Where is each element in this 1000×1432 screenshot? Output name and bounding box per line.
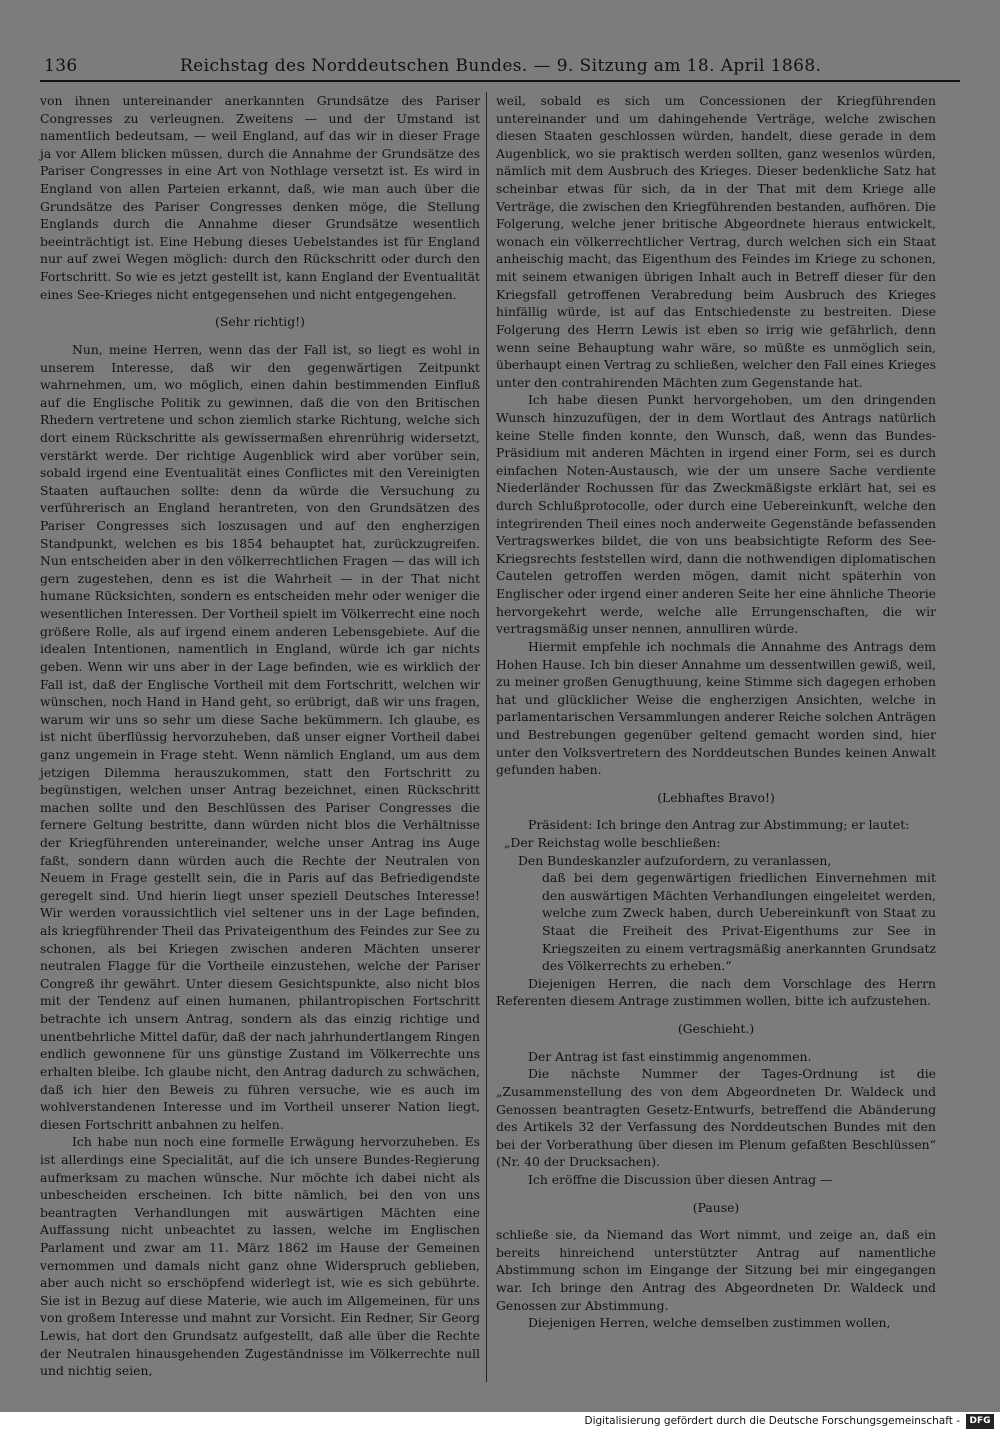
paragraph: „Der Reichstag wolle beschließen: xyxy=(504,834,721,850)
left-column xyxy=(40,92,480,1380)
paragraph: Ich habe nun noch eine formelle Erwägung hervorzuheben. Es ist allerdings eine Specialität, auf die ich unsere Bundes-Regierung aufmerksam zu machen wünsche. Nur möchte ich dabei nicht als unbescheiden erscheinen. Ich bitte nämlich, bei den von uns beantragten Verhandlungen mit auswärtigen Mächten eine Auffassung nicht unbeachtet zu lassen, welche im Englischen Parlament und zwar am 11. März 1862 im Hause der Gemeinen vernommen und damals nicht ganz ohne Widerspruch geblieben, aber auch nicht so erschöpfend widerlegt ist, wie es sich gebührte. Sie ist in Bezug auf diese Materie, wie auch im Allgemeinen, für uns von großem Interesse und mahnt zur Vorsicht. Ein Redner, Sir Georg Lewis, hat dort den Grundsatz aufgestellt, daß alle über die Rechte der Neutralen hinausgehenden Zugeständnisse im Völkerrechte null und nichtig seien, xyxy=(40,1134,480,1379)
paragraph: Diejenigen Herren, die nach dem Vorschlage des Herrn Referenten diesem Antrage zustimmen wollen, bitte ich aufzustehen. xyxy=(496,975,936,1009)
paragraph: Den Bundeskanzler aufzufordern, zu veranlassen, xyxy=(518,852,832,868)
paragraph: Diejenigen Herren, welche demselben zustimmen wollen, xyxy=(528,1315,891,1331)
paragraph: Nun, meine Herren, wenn das der Fall ist, so liegt es wohl in unserem Interesse, daß wir den gegenwärtigen Zeitpunkt wahrnehmen, um, wo möglich, einen dahin bestimmenden Einfluß auf die Englische Politik zu gewinnen, daß die von den Britischen Rhedern vertretene und schon ziemlich starke Richtung, welche sich dort einem Rückschritte als gewissermaßen ehrenrührig widersetzt, verstärkt werde. Der richtige Augenblick wird aber vorüber sein, sobald irgend eine Eventualität eines Conflictes mit den Vereinigten Staaten auftauchen sollte: denn da würde die Versuchung zu verführerisch an England herantreten, von den Grundsätzen des Pariser Congresses sich loszusagen und auf den engherzigen Standpunkt, welchen es bis 1854 behauptet hat, zurückzugreifen. Nun entscheiden aber in den völkerrechtlichen Fragen — das will ich gern zugestehen, denn es ist die Wahrheit — in der That nicht humane Rücksichten, sondern es entscheiden mehr oder weniger die wesentlichen Interessen. Der Vortheil spielt im Völkerrecht eine noch größere Rolle, als auf irgend einem anderen Lebensgebiete. Auf die idealen Intentionen, namentlich in England, würde ich gar nichts geben. Wenn wir uns aber in der Lage befinden, wie es wirklich der Fall ist, daß der Englische Vortheil mit dem Fortschritt, welchen wir wünschen, noch Hand in Hand geht, so erübrigt, daß wir uns fragen, warum wir uns so sehr um diese Sache bekümmern. Ich glaube, es ist nicht überflüssig hervorzuheben, daß unser eigner Vortheil dabei ganz ungemein in Frage steht. Wenn nämlich England, um aus dem jetzigen Dilemma herauszukommen, statt den Fortschritt zu begünstigen, welchen unser Antrag bezeichnet, einen Rückschritt machen sollte und den Beschlüssen des Pariser Congresses die fernere Geltung bestritte, dann würden nicht blos die Verhältnisse der Kriegführenden untereinander, welche unser Antrag ins Auge faßt, sondern dann würden auch die Rechte der Neutralen von Neuem in Frage gestellt sein, die in Paris auf das Befriedigendste geregelt sind. Und hierin liegt unser speziell Deutsches Interesse! Wir werden voraussichtlich viel seltener uns in der Lage befinden, als kriegführender Theil das Privateigenthum des Feindes zur See zu schonen, als bei Kriegen zwischen anderen Mächten unserer neutralen Flagge für die Vortheile einzustehen, welche der Pariser Congreß ihr gewährt. Unter diesem Gesichtspunkte, also nicht blos mit der Tendenz auf einen humanen, philantropischen Fortschritt betrachte ich unsern Antrag, sondern als das einzig richtige und unentbehrliche Mittel dafür, daß der nach jahrhundertlangem Ringen endlich gewonnene für uns günstige Zustand im Völkerrechte uns erhalten bleibe. Ich glaube nicht, den Antrag dadurch zu schwächen, daß ich hier den Beweis zu führen versuche, wie es auch im wohlverstandenen Interesse und im Vortheil unserer Nation liegt, diesen Fortschritt anbahnen zu helfen. xyxy=(40,341,480,1132)
page-number: 136 xyxy=(44,56,78,76)
dfg-logo: DFG xyxy=(966,1414,994,1429)
running-title: Reichstag des Norddeutschen Bundes. — 9. Sitzung am 18. April 1868. xyxy=(180,56,822,76)
paragraph: von ihnen untereinander anerkannten Grundsätze des Pariser Congresses zu verleugnen. Zweitens — und der Umstand ist namentlich bedeutsam, — weil England, auf das wir in dieser Frage ja vor Allem blicken müssen, durch die Annahme der Grundsätze des Pariser Congresses in eine Art von Nothlage versetzt ist. Es wird in England von allen Parteien erkannt, daß, wie man auch über die Grundsätze des Pariser Congresses denken möge, die Stellung Englands durch die Annahme dieser Grundsätze wesentlich beeinträchtigt ist. Eine Hebung dieses Uebelstandes ist für England nur auf zwei Wegen möglich: durch den Rückschritt oder durch den Fortschritt. So wie es jetzt gestellt ist, kann England der Eventualität eines See-Krieges nicht entgegensehen und nicht entgegengehen. xyxy=(40,93,480,302)
footer-bar xyxy=(0,1412,1000,1432)
paragraph: (Lebhaftes Bravo!) xyxy=(657,789,775,805)
paragraph: (Sehr richtig!) xyxy=(215,314,305,330)
paragraph: Die nächste Nummer der Tages-Ordnung ist die „Zusammenstellung des von dem Abgeordneten Dr. Waldeck und Genossen beantragten Gesetz-Entwurfs, betreffend die Abänderung des Artikels 32 der Verfassung des Norddeutschen Bundes mit den bei der Vorberathung über diesen im Plenum gefaßten Beschlüssen“ (Nr. 40 der Drucksachen). xyxy=(496,1066,936,1170)
header-rule xyxy=(40,80,960,82)
paragraph: weil, sobald es sich um Concessionen der Kriegführenden untereinander und um dahingehende Verträge, welche zwischen diesen Staaten geschlossen würden, handelt, diese gerade in dem Augenblick, wo sie praktisch werden sollten, ganz wesenlos würden, nämlich mit dem Ausbruch des Krieges. Dieser bedenkliche Satz hat scheinbar etwas für sich, da in der That mit dem Kriege alle Verträge, die zwischen den Kriegführenden bestanden, aufhören. Die Folgerung, welche jener britische Abgeordnete hieraus entwickelt, wonach ein völkerrechtlicher Vertrag, durch welchen sich ein Staat anheischig macht, das Eigenthum des Feindes im Kriege zu schonen, mit seinem etwanigen übrigen Inhalt auch in Betreff dieser für den Kriegsfall getroffenen Verabredung beim Ausbruch des Krieges hinfällig würde, ist auf das Entschiedenste zu bestreiten. Diese Folgerung des Herrn Lewis ist eben so irrig wie gefährlich, denn wenn seine Behauptung wahr wäre, so müßte es unmöglich sein, überhaupt einen Vertrag zu schließen, welcher den Fall eines Krieges unter den contrahirenden Mächten zum Gegenstande hat. xyxy=(496,93,936,390)
paragraph: Ich habe diesen Punkt hervorgehoben, um den dringenden Wunsch hinzuzufügen, der in dem Wortlaut des Antrags natürlich keine Stelle finden konnte, den Wunsch, daß, wenn das Bundes-Präsidium mit anderen Mächten in irgend einer Form, sei es durch einfachen Noten-Austausch, wie der um unsere Sache verdiente Niederländer Rochussen für das Zweckmäßigste erklärt hat, sei es durch Schlußprotocolle, oder durch eine Uebereinkunft, welche den integrirenden Theil eines noch anderweite Gegenstände befassenden Vertragswerkes bildet, die von uns beabsichtigte Reform des See-Kriegsrechts feststellen wird, dann die nothwendigen diplomatischen Cautelen getroffen werden mögen, damit nicht späterhin von Englischer oder irgend einer anderen Seite her eine ähnliche Theorie hervorgekehrt werde, welche alle Errungenschaften, die wir vertragsmäßig unser nennen, annulliren würde. xyxy=(496,392,936,637)
funding-credit: Digitalisierung gefördert durch die Deutsche Forschungsgemeinschaft - xyxy=(584,1415,960,1427)
paragraph: Präsident: Ich bringe den Antrag zur Abstimmung; er lautet: xyxy=(528,817,910,833)
paragraph: (Pause) xyxy=(692,1199,740,1215)
paragraph: (Geschieht.) xyxy=(677,1021,755,1037)
paragraph: Hiermit empfehle ich nochmals die Annahme des Antrags dem Hohen Hause. Ich bin dieser Annahme um dessentwillen gewiß, weil, zu meiner großen Genugthuung, keine Stimme sich dagegen erhoben hat und glücklicher Weise die engherzigen Ansichten, welche in parlamentarischen Versammlungen anderer Reiche solchen Anträgen und Bestrebungen gegenüber geltend gemacht worden sind, hier unter den Volksvertretern des Norddeutschen Bundes keinen Anwalt gefunden haben. xyxy=(496,638,936,778)
paragraph: Ich eröffne die Discussion über diesen Antrag — xyxy=(528,1171,833,1187)
paragraph: daß bei dem gegenwärtigen friedlichen Einvernehmen mit den auswärtigen Mächten Verhandlungen eingeleitet werden, welche zum Zweck haben, durch Uebereinkunft von Staat zu Staat die Freiheit des Privat-Eigenthums zur See in Kriegszeiten zu einem vertragsmäßig anerkannten Grundsatz des Völkerrechts zu erheben.“ xyxy=(542,870,936,974)
paragraph: Der Antrag ist fast einstimmig angenommen. xyxy=(528,1048,812,1064)
paragraph: schließe sie, da Niemand das Wort nimmt, und zeige an, daß ein bereits hinreichend unterstützter Antrag auf namentliche Abstimmung schon im Eingange der Sitzung bei mir eingegangen war. Ich bringe den Antrag des Abgeordneten Dr. Waldeck und Genossen zur Abstimmung. xyxy=(496,1227,936,1313)
right-column xyxy=(496,92,936,1332)
column-divider xyxy=(486,92,487,1382)
page-header xyxy=(40,52,960,82)
